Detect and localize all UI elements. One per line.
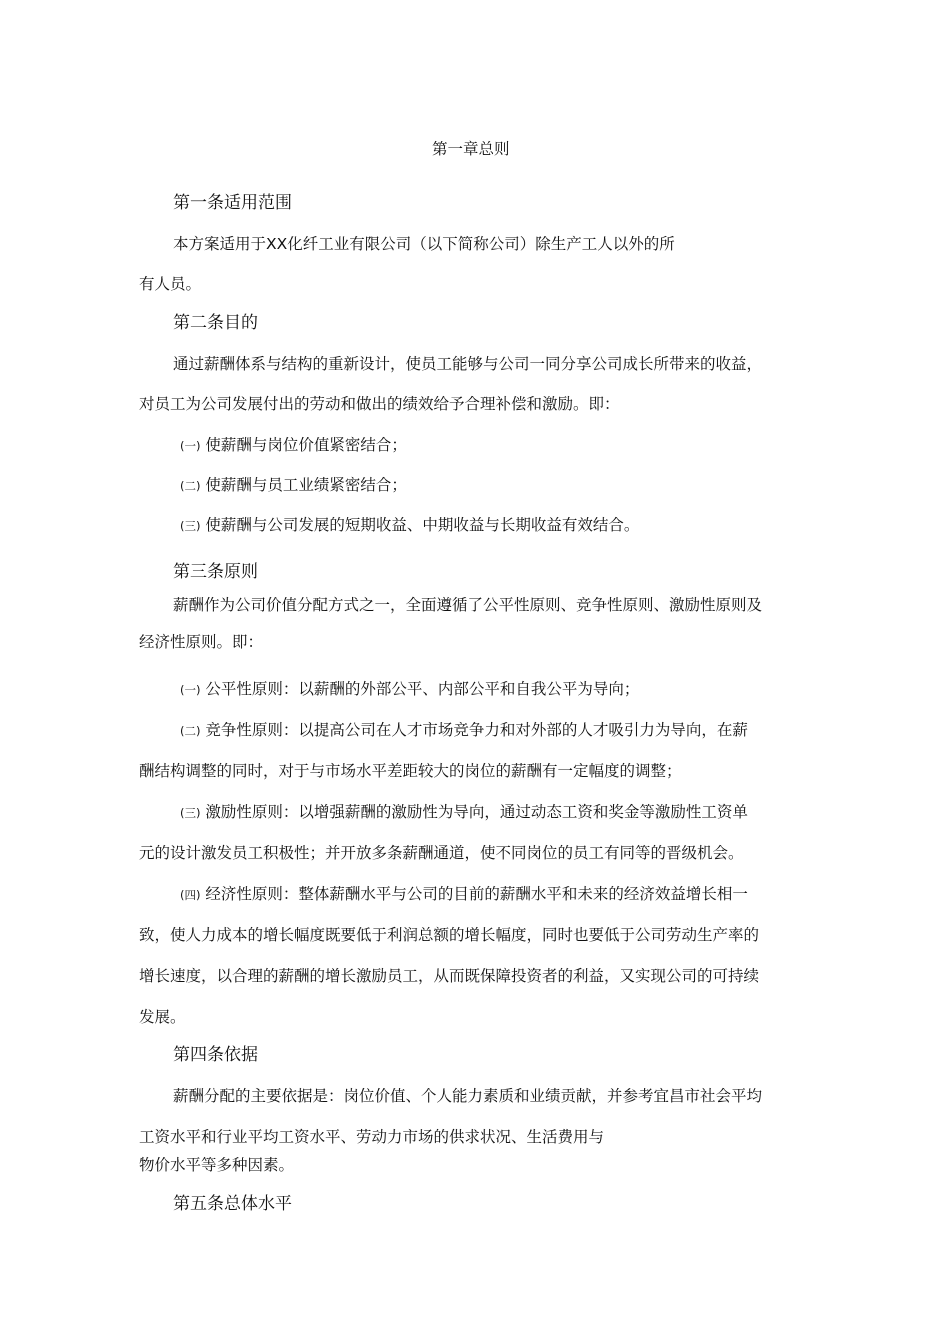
article-heading: 第二条目的 <box>173 313 258 333</box>
list-item-text: 经济性原则：整体薪酬水平与公司的目前的薪酬水平和未来的经济效益增长相一 <box>205 885 748 903</box>
article-heading: 第一条适用范围 <box>173 193 292 213</box>
paragraph-line: 通过薪酬体系与结构的重新设计，使员工能够与公司一同分享公司成长所带来的收益， <box>173 355 763 373</box>
list-item <box>180 474 407 497</box>
list-marker: (四) <box>180 888 201 902</box>
list-item-continuation: 发展。 <box>139 1008 186 1026</box>
list-marker: (一) <box>180 439 201 453</box>
list-item-continuation: 元的设计激发员工积极性；并开放多条薪酬通道，使不同岗位的员工有同等的晋级机会。 <box>139 844 744 862</box>
chapter-title: 第一章总则 <box>432 140 510 158</box>
list-item-text: 公平性原则：以薪酬的外部公平、内部公平和自我公平为导向； <box>205 680 640 698</box>
article-heading: 第三条原则 <box>173 562 258 582</box>
list-item <box>180 434 407 457</box>
paragraph-line: 对员工为公司发展付出的劳动和做出的绩效给予合理补偿和激励。即： <box>139 395 620 413</box>
paragraph-line: 有人员。 <box>139 275 202 293</box>
paragraph-line: 经济性原则。即： <box>139 633 264 651</box>
article-heading: 第五条总体水平 <box>173 1194 292 1214</box>
article-heading: 第四条依据 <box>173 1045 258 1065</box>
list-item <box>180 514 639 537</box>
list-item-text: 使薪酬与员工业绩紧密结合； <box>205 476 407 494</box>
list-item <box>180 883 748 906</box>
list-item-text: 使薪酬与岗位价值紧密结合； <box>205 436 407 454</box>
paragraph-line: 本方案适用于XX化纤工业有限公司（以下简称公司）除生产工人以外的所 <box>173 235 675 253</box>
list-item <box>180 678 639 701</box>
list-marker: (三) <box>180 806 201 820</box>
list-marker: (二) <box>180 724 201 738</box>
paragraph-line: 工资水平和行业平均工资水平、劳动力市场的供求状况、生活费用与 <box>139 1128 605 1146</box>
list-item-text: 竞争性原则：以提高公司在人才市场竞争力和对外部的人才吸引力为导向，在薪 <box>205 721 748 739</box>
paragraph-line: 薪酬作为公司价值分配方式之一，全面遵循了公平性原则、竞争性原则、激励性原则及 <box>173 596 763 614</box>
paragraph-line: 物价水平等多种因素。 <box>139 1156 295 1174</box>
list-marker: (一) <box>180 683 201 697</box>
list-item <box>180 719 748 742</box>
list-marker: (二) <box>180 479 201 493</box>
paragraph-line: 薪酬分配的主要依据是：岗位价值、个人能力素质和业绩贡献，并参考宜昌市社会平均 <box>173 1087 763 1105</box>
list-item-text: 激励性原则：以增强薪酬的激励性为导向，通过动态工资和奖金等激励性工资单 <box>205 803 748 821</box>
list-item-continuation: 致，使人力成本的增长幅度既要低于利润总额的增长幅度，同时也要低于公司劳动生产率的 <box>139 926 760 944</box>
list-item-continuation: 酬结构调整的同时，对于与市场水平差距较大的岗位的薪酬有一定幅度的调整； <box>139 762 682 780</box>
list-item-text: 使薪酬与公司发展的短期收益、中期收益与长期收益有效结合。 <box>205 516 640 534</box>
list-item <box>180 801 748 824</box>
list-marker: (三) <box>180 519 201 533</box>
list-item-continuation: 增长速度，以合理的薪酬的增长激励员工，从而既保障投资者的利益，又实现公司的可持续 <box>139 967 760 985</box>
